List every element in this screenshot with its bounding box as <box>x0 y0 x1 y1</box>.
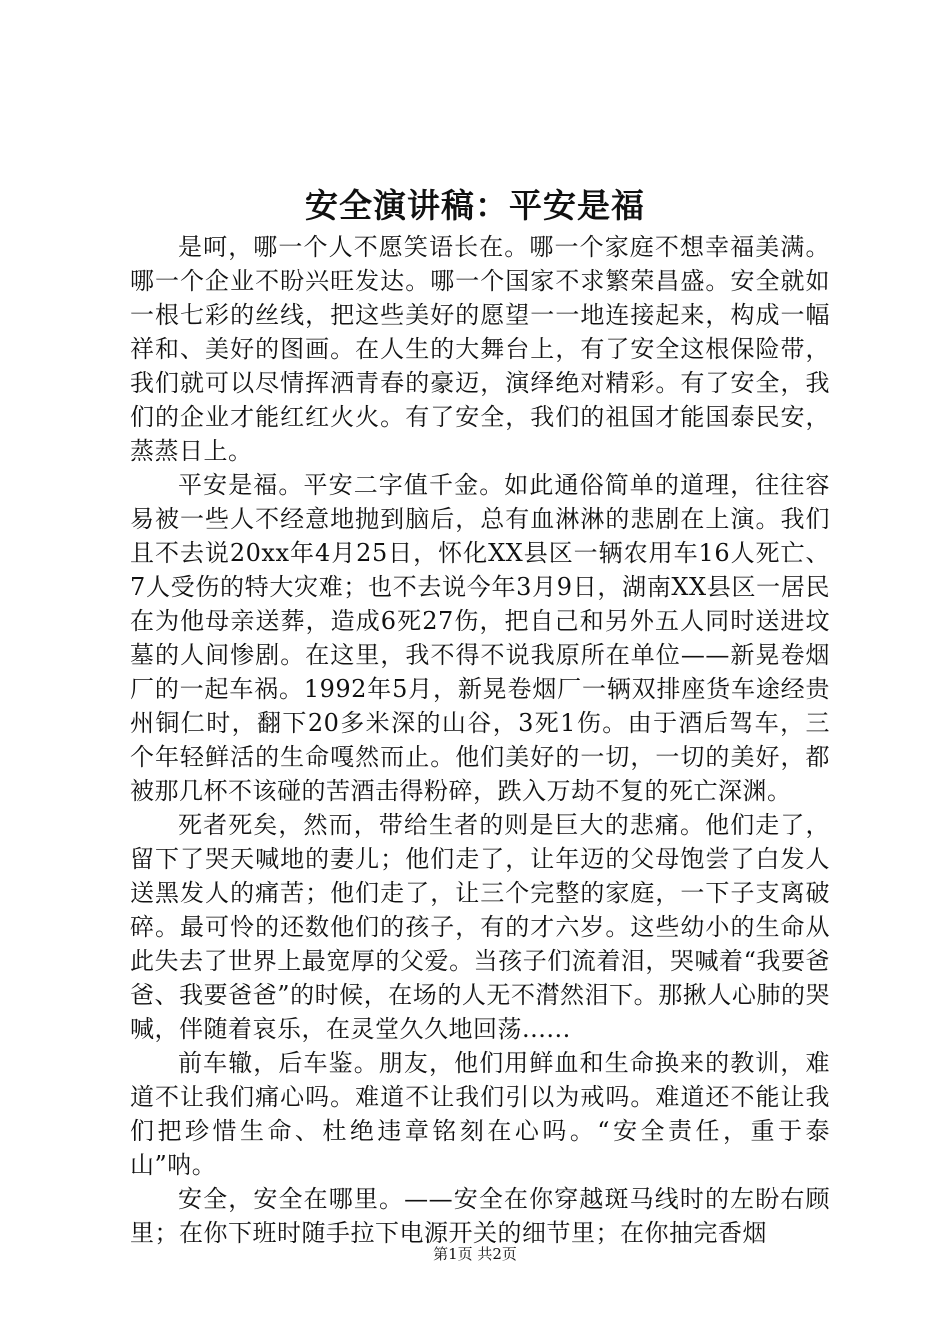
paragraph: 平安是福。平安二字值千金。如此通俗简单的道理，往往容易被一些人不经意地抛到脑后，总有血淋淋的悲剧在上演。我们且不去说20xx年4月25日，怀化XX县区一辆农用车16人死亡、7人受伤的特大灾难；也不去说今年3月9日，湖南XX县区一居民在为他母亲送葬，造成6死27伤，把自己和另外五人同时送进坟墓的人间惨剧。在这里，我不得不说我原所在单位——新晃卷烟厂的一起车祸。1992年5月，新晃卷烟厂一辆双排座货车途经贵州铜仁时，翻下20多米深的山谷，3死1伤。由于酒后驾车，三个年轻鲜活的生命嘎然而止。他们美好的一切，一切的美好，都被那几杯不该碰的苦酒击得粉碎，跌入万劫不复的死亡深渊。 <box>130 471 830 805</box>
document-body <box>130 230 830 1250</box>
paragraph: 前车辙，后车鉴。朋友，他们用鲜血和生命换来的教训，难道不让我们痛心吗。难道不让我们引以为戒吗。难道还不能让我们把珍惜生命、杜绝违章铭刻在心吗。“安全责任，重于泰山”呐。 <box>130 1049 830 1179</box>
paragraph: 死者死矣，然而，带给生者的则是巨大的悲痛。他们走了，留下了哭天喊地的妻儿；他们走了，让年迈的父母饱尝了白发人送黑发人的痛苦；他们走了，让三个完整的家庭，一下子支离破碎。最可怜的还数他们的孩子，有的才六岁。这些幼小的生命从此失去了世界上最宽厚的父爱。当孩子们流着泪，哭喊着“我要爸爸、我要爸爸”的时候，在场的人无不潸然泪下。那揪人心肺的哭喊，伴随着哀乐，在灵堂久久地回荡...... <box>130 811 830 1043</box>
paragraph: 是呵，哪一个人不愿笑语长在。哪一个家庭不想幸福美满。哪一个企业不盼兴旺发达。哪一个国家不求繁荣昌盛。安全就如一根七彩的丝线，把这些美好的愿望一一地连接起来，构成一幅祥和、美好的图画。在人生的大舞台上，有了安全这根保险带，我们就可以尽情挥洒青春的豪迈，演绎绝对精彩。有了安全，我们的企业才能红红火火。有了安全，我们的祖国才能国泰民安，蒸蒸日上。 <box>130 233 830 465</box>
document-title: 安全演讲稿：平安是福 <box>305 186 645 225</box>
paragraph: 安全，安全在哪里。——安全在你穿越斑马线时的左盼右顾里；在你下班时随手拉下电源开关的细节里；在你抽完香烟 <box>130 1185 830 1247</box>
page-footer: 第1页 共2页 <box>433 1245 517 1263</box>
